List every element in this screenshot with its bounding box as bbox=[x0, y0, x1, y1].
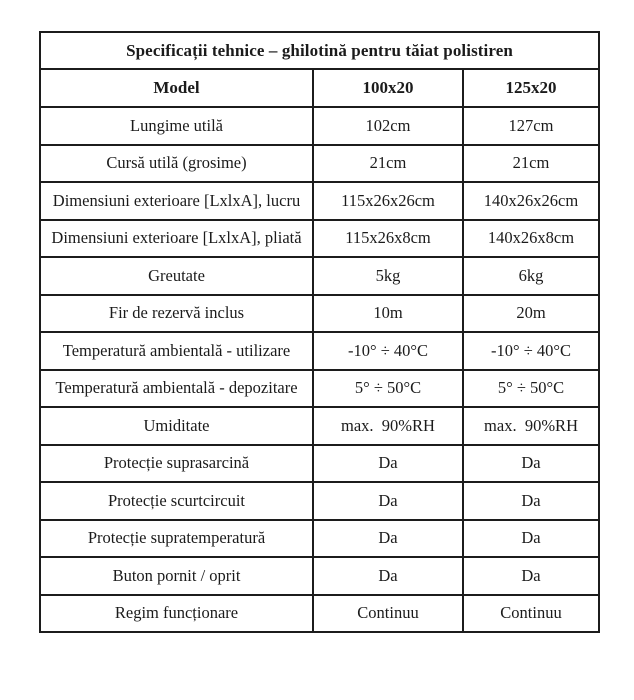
spec-value: 21cm bbox=[463, 145, 599, 183]
column-header-125x20: 125x20 bbox=[463, 69, 599, 107]
spec-value: 127cm bbox=[463, 107, 599, 145]
column-header-100x20: 100x20 bbox=[313, 69, 463, 107]
table-row bbox=[40, 107, 599, 145]
table-row bbox=[40, 407, 599, 445]
spec-value: Da bbox=[313, 520, 463, 558]
spec-table-body bbox=[40, 107, 599, 632]
spec-value: 5° ÷ 50°C bbox=[463, 370, 599, 408]
header-row bbox=[40, 69, 599, 107]
spec-value: Da bbox=[463, 557, 599, 595]
spec-label: Buton pornit / oprit bbox=[40, 557, 313, 595]
table-row bbox=[40, 182, 599, 220]
column-header-model: Model bbox=[40, 69, 313, 107]
table-row bbox=[40, 370, 599, 408]
spec-value: -10° ÷ 40°C bbox=[463, 332, 599, 370]
spec-value: 6kg bbox=[463, 257, 599, 295]
spec-label: Greutate bbox=[40, 257, 313, 295]
table-row bbox=[40, 445, 599, 483]
spec-value: 20m bbox=[463, 295, 599, 333]
table-row bbox=[40, 520, 599, 558]
spec-label: Temperatură ambientală - utilizare bbox=[40, 332, 313, 370]
table-row bbox=[40, 257, 599, 295]
spec-value: 115x26x8cm bbox=[313, 220, 463, 258]
spec-value: 5° ÷ 50°C bbox=[313, 370, 463, 408]
spec-value: 10m bbox=[313, 295, 463, 333]
spec-value: 140x26x8cm bbox=[463, 220, 599, 258]
spec-value: Continuu bbox=[463, 595, 599, 633]
spec-value: Da bbox=[463, 482, 599, 520]
spec-value: -10° ÷ 40°C bbox=[313, 332, 463, 370]
table-row bbox=[40, 557, 599, 595]
spec-label: Protecție scurtcircuit bbox=[40, 482, 313, 520]
spec-value: max. 90%RH bbox=[463, 407, 599, 445]
spec-label: Umiditate bbox=[40, 407, 313, 445]
spec-value: Continuu bbox=[313, 595, 463, 633]
table-row bbox=[40, 332, 599, 370]
spec-value: 140x26x26cm bbox=[463, 182, 599, 220]
spec-label: Dimensiuni exterioare [LxlxA], lucru bbox=[40, 182, 313, 220]
spec-label: Temperatură ambientală - depozitare bbox=[40, 370, 313, 408]
title-row bbox=[40, 32, 599, 69]
spec-label: Cursă utilă (grosime) bbox=[40, 145, 313, 183]
spec-label: Regim funcționare bbox=[40, 595, 313, 633]
spec-value: 102cm bbox=[313, 107, 463, 145]
spec-label: Dimensiuni exterioare [LxlxA], pliată bbox=[40, 220, 313, 258]
spec-value: 5kg bbox=[313, 257, 463, 295]
spec-value: Da bbox=[463, 445, 599, 483]
spec-label: Fir de rezervă inclus bbox=[40, 295, 313, 333]
table-row bbox=[40, 145, 599, 183]
spec-label: Lungime utilă bbox=[40, 107, 313, 145]
table-row bbox=[40, 482, 599, 520]
spec-label: Protecție supratemperatură bbox=[40, 520, 313, 558]
spec-table bbox=[39, 31, 600, 633]
spec-value: 21cm bbox=[313, 145, 463, 183]
spec-value: 115x26x26cm bbox=[313, 182, 463, 220]
table-title: Specificații tehnice – ghilotină pentru tăiat polistiren bbox=[40, 32, 599, 69]
spec-label: Protecție suprasarcină bbox=[40, 445, 313, 483]
table-row bbox=[40, 295, 599, 333]
table-row bbox=[40, 595, 599, 633]
table-row bbox=[40, 220, 599, 258]
spec-value: Da bbox=[463, 520, 599, 558]
spec-value: Da bbox=[313, 482, 463, 520]
spec-value: max. 90%RH bbox=[313, 407, 463, 445]
spec-value: Da bbox=[313, 445, 463, 483]
spec-value: Da bbox=[313, 557, 463, 595]
